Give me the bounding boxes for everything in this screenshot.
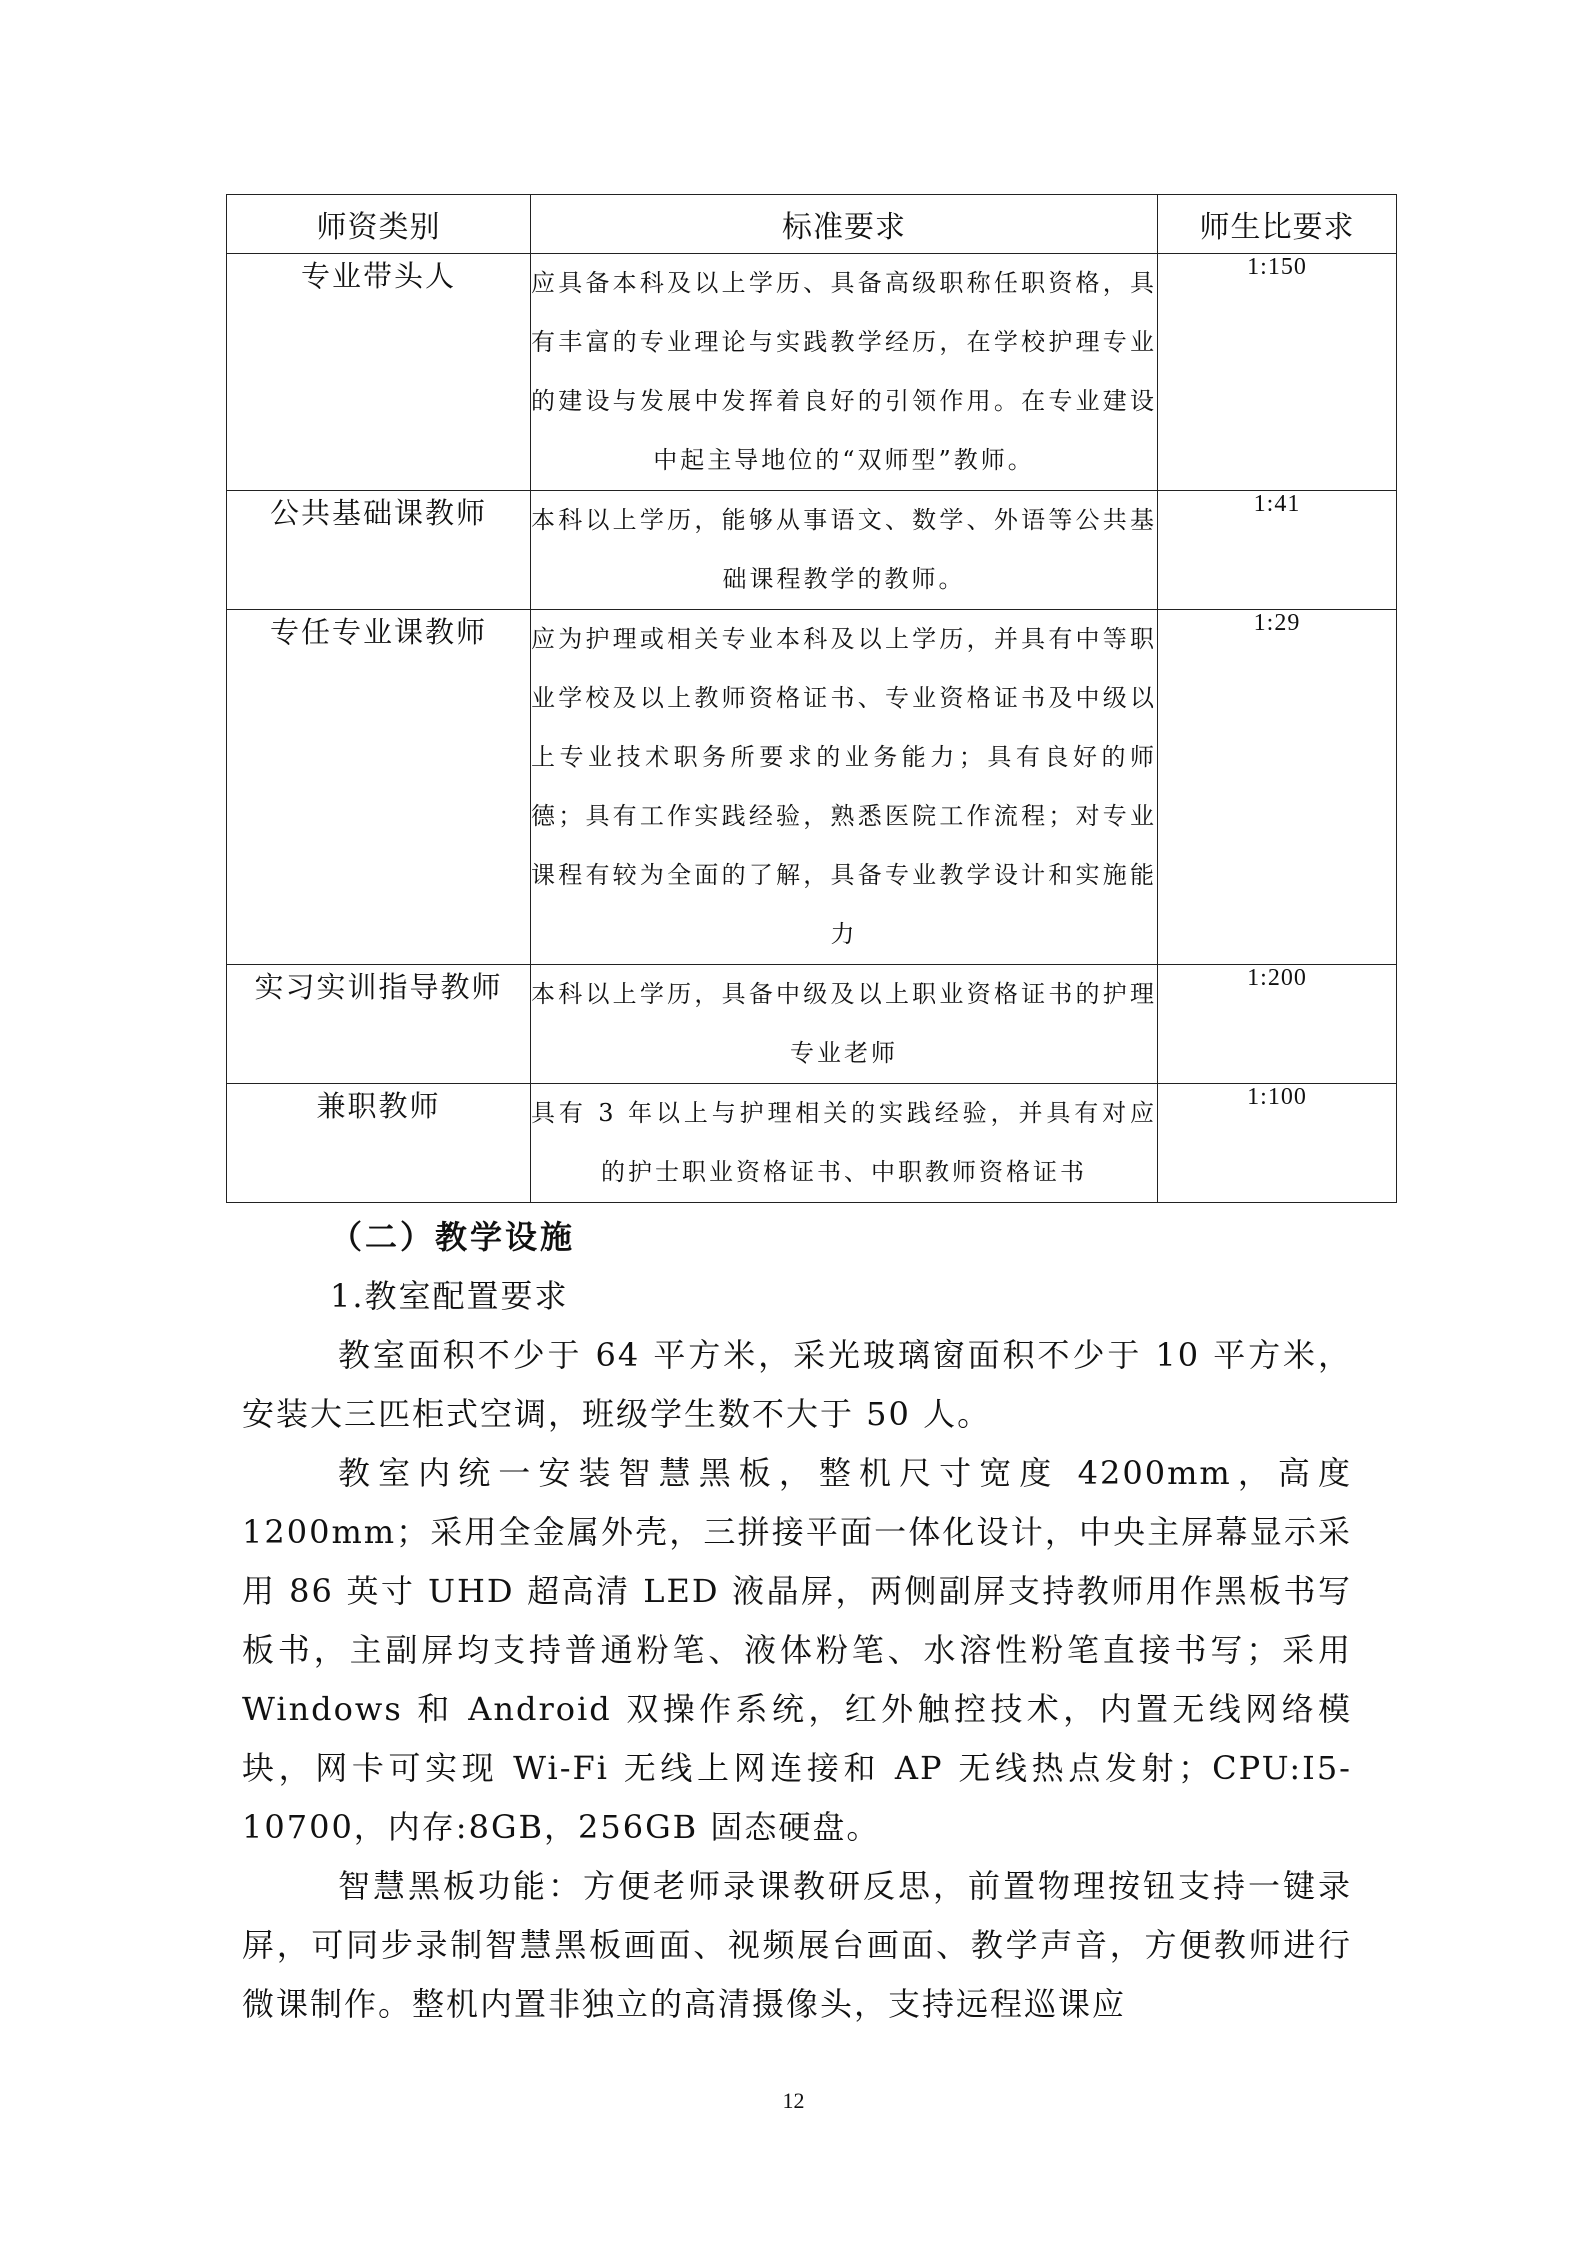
paragraph: 教室面积不少于 64 平方米，采光玻璃窗面积不少于 10 平方米，安装大三匹柜式空调，班级学生数不大于 50 人。 xyxy=(242,1336,1352,1433)
teacher-requirements-table xyxy=(226,194,1397,1203)
table-header-row xyxy=(227,195,1397,254)
row-ratio: 1:41 xyxy=(1158,491,1397,610)
row-requirement: 本科以上学历，具备中级及以上职业资格证书的护理专业老师 xyxy=(531,965,1158,1084)
header-category: 师资类别 xyxy=(227,195,531,254)
row-ratio: 1:200 xyxy=(1158,965,1397,1084)
row-requirement: 应为护理或相关专业本科及以上学历，并具有中等职业学校及以上教师资格证书、专业资格证书及中级以上专业技术职务所要求的业务能力；具有良好的师德；具有工作实践经验，熟悉医院工作流程；对专业课程有较为全面的了解，具备专业教学设计和实施能力 xyxy=(531,610,1158,965)
header-requirement: 标准要求 xyxy=(531,195,1158,254)
header-ratio: 师生比要求 xyxy=(1158,195,1397,254)
table-row xyxy=(227,491,1397,610)
row-category: 兼职教师 xyxy=(227,1084,531,1203)
section-heading: （二）教学设施 xyxy=(330,1218,576,1256)
table-row xyxy=(227,1084,1397,1203)
paragraph: 智慧黑板功能：方便老师录课教研反思，前置物理按钮支持一键录屏，可同步录制智慧黑板画面、视频展台画面、教学声音，方便教师进行微课制作。整机内置非独立的高清摄像头，支持远程巡课应 xyxy=(242,1867,1352,2023)
section-subheading: 1.教室配置要求 xyxy=(330,1277,569,1315)
table-row xyxy=(227,610,1397,965)
paragraph: 教室内统一安装智慧黑板，整机尺寸宽度 4200mm，高度 1200mm；采用全金属外壳，三拼接平面一体化设计，中央主屏幕显示采用 86 英寸 UHD 超高清 LED 液晶屏，两侧副屏支持教师用作黑板书写板书，主副屏均支持普通粉笔、液体粉笔、水溶性粉笔直接书写；采用 Windows 和 Android 双操作系统，红外触控技术，内置无线网络模块，网卡可实现 Wi-Fi 无线上网连接和 AP 无线热点发射；CPU:I5-10700，内存:8GB，256GB 固态硬盘。 xyxy=(242,1454,1352,1846)
row-ratio: 1:29 xyxy=(1158,610,1397,965)
row-requirement: 应具备本科及以上学历、具备高级职称任职资格，具有丰富的专业理论与实践教学经历，在学校护理专业的建设与发展中发挥着良好的引领作用。在专业建设中起主导地位的“双师型”教师。 xyxy=(531,254,1158,491)
table-row xyxy=(227,254,1397,491)
table-row xyxy=(227,965,1397,1084)
row-category: 实习实训指导教师 xyxy=(227,965,531,1084)
page-number: 12 xyxy=(782,2088,805,2113)
row-ratio: 1:150 xyxy=(1158,254,1397,491)
row-category: 专任专业课教师 xyxy=(227,610,531,965)
row-ratio: 1:100 xyxy=(1158,1084,1397,1203)
row-category: 公共基础课教师 xyxy=(227,491,531,610)
row-requirement: 具有 3 年以上与护理相关的实践经验，并具有对应的护士职业资格证书、中职教师资格证书 xyxy=(531,1084,1158,1203)
row-category: 专业带头人 xyxy=(227,254,531,491)
row-requirement: 本科以上学历，能够从事语文、数学、外语等公共基础课程教学的教师。 xyxy=(531,491,1158,610)
